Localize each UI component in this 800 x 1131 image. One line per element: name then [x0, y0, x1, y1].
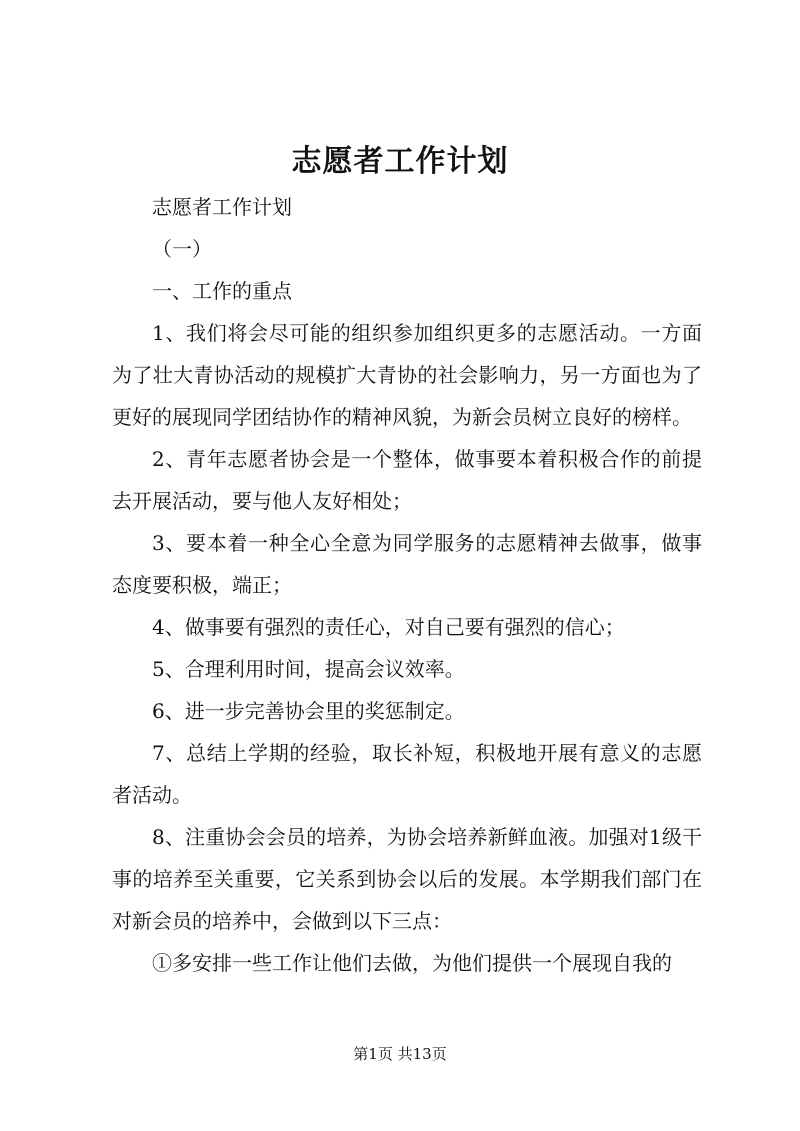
paragraph-section-number: （一） [152, 237, 212, 261]
paragraph-item-6: 6、进一步完善协会里的奖惩制定。 [152, 699, 465, 723]
paragraph-heading: 一、工作的重点 [152, 279, 292, 303]
document-title: 志愿者工作计划 [291, 144, 509, 179]
paragraph-subtitle: 志愿者工作计划 [152, 195, 292, 219]
paragraph-item-4: 4、做事要有强烈的责任心，对自己要有强烈的信心； [152, 615, 625, 639]
paragraph-item-2: 2、青年志愿者协会是一个整体，做事要本着积极合作的前提去开展活动，要与他人友好相处； [112, 447, 702, 513]
document-body [112, 186, 702, 984]
paragraph-item-1: 1、我们将会尽可能的组织参加组织更多的志愿活动。一方面为了壮大青协活动的规模扩大青协的社会影响力，另一方面也为了更好的展现同学团结协作的精神风貌，为新会员树立良好的榜样。 [112, 321, 702, 429]
paragraph-subitem-1: ①多安排一些工作让他们去做，为他们提供一个展现自我的 [152, 951, 672, 975]
paragraph-item-8: 8、注重协会会员的培养，为协会培养新鲜血液。加强对1级干事的培养至关重要，它关系到协会以后的发展。本学期我们部门在对新会员的培养中，会做到以下三点： [112, 825, 702, 933]
page-footer: 第1页 共13页 [353, 1045, 447, 1063]
paragraph-item-3: 3、要本着一种全心全意为同学服务的志愿精神去做事，做事态度要积极，端正； [112, 531, 702, 597]
paragraph-item-5: 5、合理利用时间，提高会议效率。 [152, 657, 465, 681]
paragraph-item-7: 7、总结上学期的经验，取长补短，积极地开展有意义的志愿者活动。 [112, 741, 702, 807]
